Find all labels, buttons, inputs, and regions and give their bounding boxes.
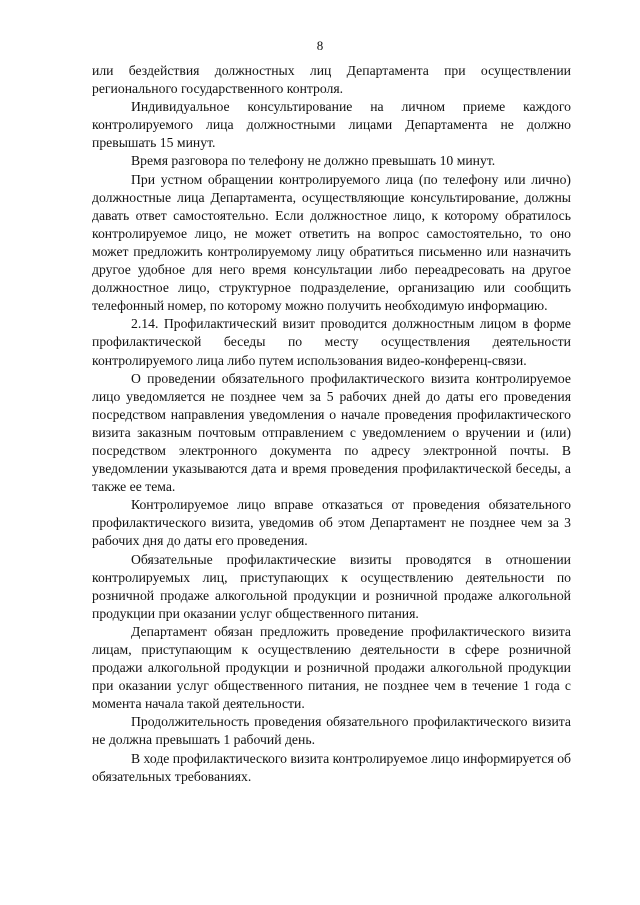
paragraph: или бездействия должностных лиц Департамента при осуществлении регионального государственного контроля. [92, 63, 571, 97]
page-number: 8 [316, 38, 324, 53]
paragraph: Контролируемое лицо вправе отказаться от проведения обязательного профилактического визита, уведомив об этом Департамент не позднее чем за 3 рабочих дня до даты его проведения. [92, 497, 571, 549]
paragraph: Департамент обязан предложить проведение профилактического визита лицам, приступающим к осуществлению деятельности в сфере розничной продажи алкогольной продукции и розничной продажи алкогольной продукции при оказании услуг общественного питания, не позднее чем в течение 1 года с момента начала такой деятельности. [92, 623, 571, 712]
paragraph: Продолжительность проведения обязательного профилактического визита не должна превышать 1 рабочий день. [92, 714, 571, 748]
paragraph: О проведении обязательного профилактического визита контролируемое лицо уведомляется не позднее чем за 5 рабочих дней до даты его проведения посредством направления уведомления о начале проведения профилактического визита заказным почтовым отправлением с уведомлением о вручении и (или) посредством электронного документа по адресу электронной почты. В уведомлении указываются дата и время проведения профилактической беседы, а также ее тема. [92, 370, 571, 495]
document-body [92, 62, 571, 786]
paragraph: Обязательные профилактические визиты проводятся в отношении контролируемых лиц, приступающих к осуществлению деятельности по розничной продаже алкогольной продукции и розничной продаже алкогольной продукции при оказании услуг общественного питания. [92, 551, 571, 621]
paragraph: В ходе профилактического визита контролируемое лицо информируется об обязательных требованиях. [92, 750, 571, 784]
paragraph: Время разговора по телефону не должно превышать 10 минут. [131, 153, 496, 169]
paragraph: Индивидуальное консультирование на личном приеме каждого контролируемого лица должностными лицами Департамента не должно превышать 15 минут. [92, 99, 571, 151]
paragraph: При устном обращении контролируемого лица (по телефону или лично) должностные лица Департамента, осуществляющие консультирование, должны давать ответ самостоятельно. Если должностное лицо, к которому обратилось контролируемое лицо, не может ответить на вопрос самостоятельно, то оно может предложить контролируемому лицу обратиться письменно или назначить другое удобное для него время консультации либо переадресовать на другое должностное лицо, структурное подразделение, организацию или сообщить телефонный номер, по которому можно получить необходимую информацию. [92, 171, 571, 314]
paragraph: 2.14. Профилактический визит проводится должностным лицом в форме профилактической беседы по месту осуществления деятельности контролируемого лица либо путем использования видео-конференц-связи. [92, 316, 571, 368]
